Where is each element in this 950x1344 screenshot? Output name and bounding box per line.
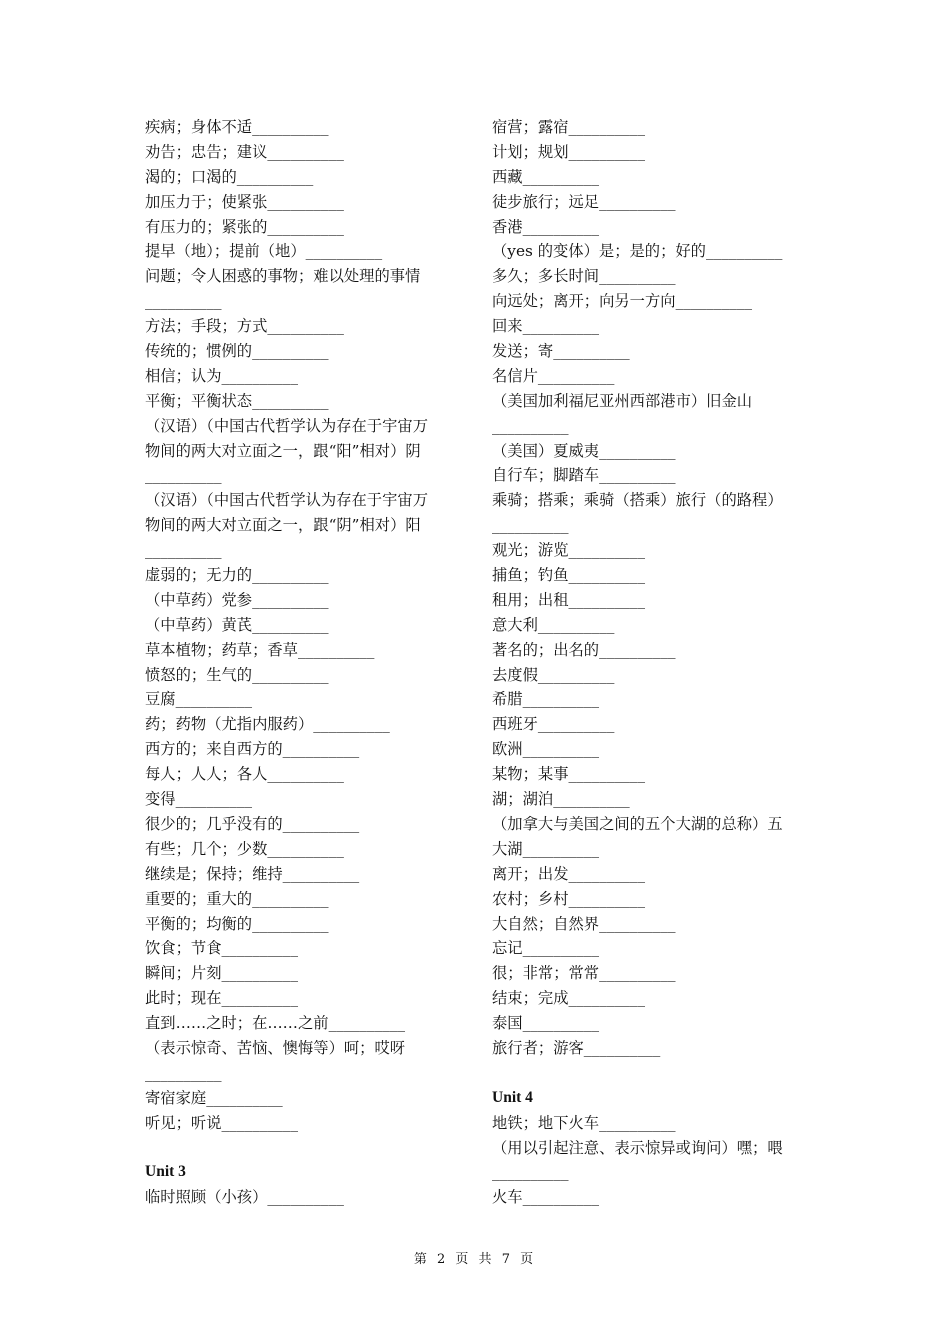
vocab-line: 湖；湖泊__________ [492, 790, 630, 809]
vocab-line: 回来__________ [492, 317, 600, 336]
vocab-line: 结束；完成__________ [492, 989, 645, 1008]
vocab-line: 平衡的；均衡的__________ [145, 914, 329, 933]
vocab-line: 很少的；几乎没有的__________ [145, 814, 360, 833]
vocab-line: 豆腐__________ [145, 690, 253, 709]
vocab-line: （美国加利福尼亚州西部港市）旧金山 [492, 391, 753, 410]
vocab-line: 向远处；离开；向另一方向__________ [492, 292, 753, 311]
vocab-line: 离开；出发__________ [492, 864, 645, 883]
vocab-line: 提早（地）；提前（地）__________ [145, 242, 383, 261]
vocab-line: 渴的；口渴的__________ [145, 167, 314, 186]
vocab-line: 寄宿家庭__________ [145, 1088, 283, 1107]
vocab-line: 物间的两大对立面之一，跟“阳”相对）阴 [145, 441, 421, 460]
vocab-line: 西藏__________ [492, 167, 600, 186]
vocab-line: 火车__________ [492, 1188, 600, 1207]
vocab-line: （中草药）党参__________ [145, 590, 329, 609]
vocab-line: 意大利__________ [492, 615, 615, 634]
vocab-line: 忘记__________ [492, 939, 600, 958]
vocab-line: 疾病；身体不适__________ [145, 118, 329, 136]
vocab-line: 希腊__________ [492, 690, 600, 709]
vocab-line: 名信片__________ [492, 366, 615, 385]
vocab-line: 宿营；露宿__________ [492, 118, 645, 136]
vocab-line: 继续是；保持；维持__________ [145, 864, 360, 883]
vocab-line: 旅行者；游客__________ [492, 1038, 661, 1057]
right-column [492, 115, 810, 1210]
vocab-line: __________ [145, 292, 222, 311]
vocab-line: 方法；手段；方式__________ [145, 317, 344, 336]
vocab-line: 重要的；重大的__________ [145, 889, 329, 908]
vocab-line: 平衡；平衡状态__________ [145, 391, 329, 410]
page-footer: 第 2 页 共 7 页 [413, 1252, 537, 1267]
vocab-line: 著名的；出名的__________ [492, 640, 676, 659]
vocab-line: 徒步旅行；远足__________ [492, 192, 676, 211]
vocab-line: 欧洲__________ [492, 740, 600, 759]
vocab-line: __________ [145, 541, 222, 560]
vocab-line: 每人；人人；各人__________ [145, 765, 344, 784]
vocab-line: 有些；几个；少数__________ [145, 839, 344, 858]
vocab-line: 很；非常；常常__________ [492, 964, 676, 983]
vocab-line: 直到……之时；在……之前__________ [145, 1014, 406, 1033]
vocab-line: 西方的；来自西方的__________ [145, 740, 360, 759]
vocab-line: 饮食；节食__________ [145, 939, 298, 958]
blank-line [145, 1136, 463, 1161]
vocab-line: 物间的两大对立面之一，跟“阴”相对）阳 [145, 516, 421, 535]
vocab-line: 愤怒的；生气的__________ [145, 665, 329, 684]
vocab-line: 大自然；自然界__________ [492, 914, 676, 933]
vocab-line: 去度假__________ [492, 665, 615, 684]
vocab-line: 草本植物；药草；香草__________ [145, 640, 375, 659]
vocab-line: 观光；游览__________ [492, 541, 645, 560]
vocab-line: 某物；某事__________ [492, 765, 645, 784]
vocab-line: 加压力于；使紧张__________ [145, 192, 344, 211]
vocab-line: 租用；出租__________ [492, 590, 645, 609]
vocab-line: 多久；多长时间__________ [492, 267, 676, 286]
vocab-line: 西班牙__________ [492, 715, 615, 734]
vocab-line: 变得__________ [145, 790, 253, 809]
vocab-line: 捕鱼；钓鱼__________ [492, 566, 645, 585]
unit-heading: Unit 4 [492, 1088, 533, 1106]
vocab-line: （中草药）黄芪__________ [145, 615, 329, 634]
vocab-line: 乘骑；搭乘；乘骑（搭乘）旅行（的路程） [492, 491, 783, 510]
vocab-line: 自行车；脚踏车__________ [492, 466, 676, 485]
vocab-line: __________ [492, 416, 569, 435]
vocab-line: 地铁；地下火车__________ [492, 1113, 676, 1132]
vocab-line: __________ [145, 1063, 222, 1082]
vocab-line: （表示惊奇、苦恼、懊悔等）呵；哎呀 [145, 1038, 406, 1057]
vocab-line: （汉语）（中国古代哲学认为存在于宇宙万 [145, 491, 428, 510]
vocab-line: 问题；令人困惑的事物；难以处理的事情 [145, 267, 421, 286]
vocab-line: （yes 的变体）是；是的；好的__________ [492, 242, 783, 261]
vocab-line: 发送；寄__________ [492, 342, 630, 361]
vocab-line: 香港__________ [492, 217, 600, 236]
unit-heading: Unit 3 [145, 1163, 186, 1181]
vocab-line: （汉语）（中国古代哲学认为存在于宇宙万 [145, 416, 428, 435]
vocab-line: 临时照顾（小孩）__________ [145, 1188, 344, 1207]
vocab-line: 泰国__________ [492, 1014, 600, 1033]
vocab-line: __________ [492, 516, 569, 535]
vocab-line: 药；药物（尤指内服药）__________ [145, 715, 390, 734]
vocab-line: 大湖__________ [492, 839, 600, 858]
vocab-line: 农村；乡村__________ [492, 889, 645, 908]
vocab-line: 有压力的；紧张的__________ [145, 217, 344, 236]
blank-line [492, 1061, 810, 1086]
left-column [145, 115, 463, 1210]
vocab-line: （用以引起注意、表示惊异或询问）嘿；喂 [492, 1138, 783, 1157]
vocab-line: （加拿大与美国之间的五个大湖的总称）五 [492, 814, 783, 833]
vocab-line: 计划；规划__________ [492, 142, 645, 161]
vocab-line: __________ [145, 466, 222, 485]
vocab-line: （美国）夏威夷__________ [492, 441, 676, 460]
vocab-line: 虚弱的；无力的__________ [145, 566, 329, 585]
vocab-line: 劝告；忠告；建议__________ [145, 142, 344, 161]
vocab-line: 听见；听说__________ [145, 1113, 298, 1132]
vocab-line: 传统的；惯例的__________ [145, 342, 329, 361]
vocab-line: 此时；现在__________ [145, 989, 298, 1008]
vocab-line: __________ [492, 1163, 569, 1182]
vocab-line: 相信；认为__________ [145, 366, 298, 385]
vocab-line: 瞬间；片刻__________ [145, 964, 298, 983]
